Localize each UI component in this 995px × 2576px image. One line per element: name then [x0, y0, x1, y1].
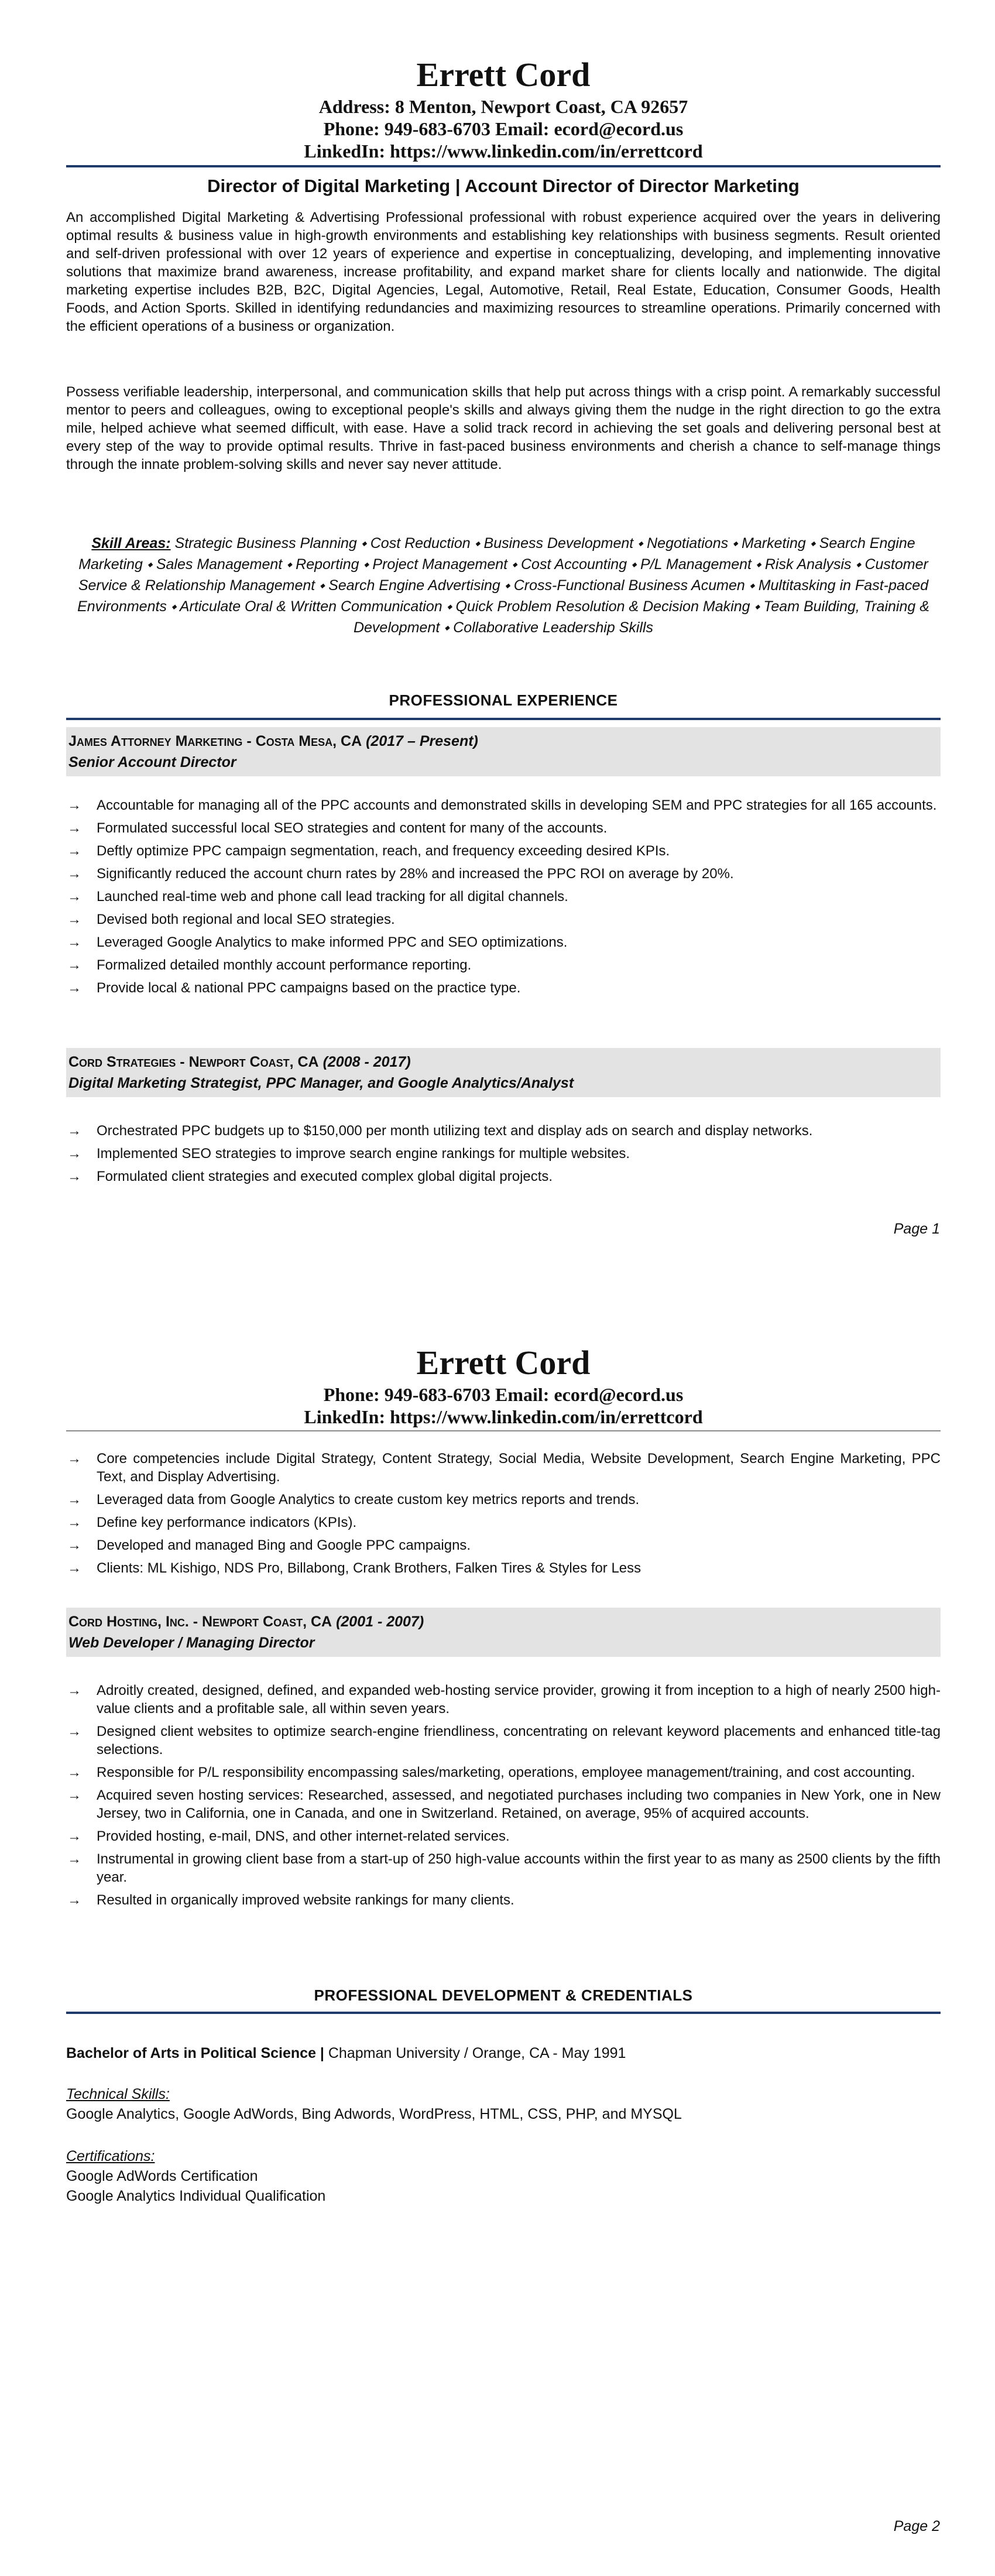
list-item: → Acquired seven hosting services: Researched, assessed, and negotiated purchases including two companies in New York, one in New Jersey, two in California, one in Canada, and one in Switzerland. Retained, on average, 95% of acquired accounts. — [67, 1787, 941, 1821]
job-company: Cord Strategies - Newport Coast, CA — [68, 1054, 319, 1070]
development-divider — [66, 2012, 941, 2014]
job3-bullets — [66, 1681, 941, 1914]
education-entry — [66, 2043, 941, 2063]
job-dates: (2008 - 2017) — [322, 1054, 411, 1070]
arrow-icon: → — [67, 1492, 81, 1508]
arrow-icon: → — [67, 866, 81, 882]
page-number: Page 1 — [893, 1221, 940, 1237]
arrow-icon: → — [67, 912, 81, 927]
list-item: → Deftly optimize PPC campaign segmentation, reach, and frequency exceeding desired KPIs. — [67, 843, 670, 859]
list-item: → Designed client websites to optimize search-engine friendliness, concentrating on relevant keyword placements and enhanced title-tag selections. — [67, 1724, 941, 1758]
list-item: → Instrumental in growing client base from a start-up of 250 high-value accounts within the first year to as many as 2500 clients by the fifth year. — [67, 1851, 941, 1885]
summary-paragraph-2: Possess verifiable leadership, interpersonal, and communication skills that help put across things with a crisp point. A remarkably successful mentor to peers and colleagues, owing to exceptional people's skills and always giving them the nudge in the right direction to go the extra mile, helped achieve what seemed difficult, with ease. Have a solid track record in achieving the set goals and delivering personal best at every step of the way to provide optimal results. Thrive in fast-paced business environments and cherish a chance to self-manage things through the innate problem-solving skills and never say never attitude. — [66, 384, 941, 472]
skill-areas-list: Strategic Business Planning ⬩ Cost Reduction ⬩ Business Development ⬩ Negotiations ⬩ Marketing ⬩ Search Engine Marketing ⬩ Sales Management ⬩ Reporting ⬩ Project Management ⬩ Cost Accounting ⬩ P/L Management ⬩ Risk Analysis ⬩ Customer Service & Relationship Management ⬩ Search Engine Advertising ⬩ Cross-Functional Business Acumen ⬩ Multitasking in Fast-paced Environments ⬩ Articulate Oral & Written Communication ⬩ Quick Problem Resolution & Decision Making ⬩ Team Building, Training & Development ⬩ Collaborative Leadership Skills — [77, 535, 929, 636]
list-item: → Provide local & national PPC campaigns based on the practice type. — [67, 980, 521, 996]
phone-email-line: Phone: 949-683-6703 Email: ecord@ecord.us — [323, 118, 684, 139]
job-dates: (2001 - 2007) — [336, 1614, 424, 1630]
arrow-icon: → — [67, 1169, 81, 1184]
list-item: → Core competencies include Digital Strategy, Content Strategy, Social Media, Website Development, Search Engine Marketing, PPC Text, and Display Advertising. — [67, 1451, 941, 1485]
list-item: → Leveraged data from Google Analytics to create custom key metrics reports and trends. — [67, 1492, 640, 1508]
address-line: Address: 8 Menton, Newport Coast, CA 92657 — [318, 96, 688, 117]
job-role: Senior Account Director — [68, 754, 236, 770]
job-header-cord-hosting — [66, 1608, 941, 1657]
arrow-icon: → — [67, 1828, 81, 1844]
list-item: → Formulated successful local SEO strategies and content for many of the accounts. — [67, 820, 608, 836]
list-item: → Responsible for P/L responsibility encompassing sales/marketing, operations, employee management/training, and cost accounting. — [67, 1765, 915, 1780]
arrow-icon: → — [67, 957, 81, 973]
candidate-name: Errett Cord — [416, 1344, 591, 1382]
job-dates: (2017 – Present) — [366, 733, 478, 749]
job-company: James Attorney Marketing - Costa Mesa, CA — [68, 733, 362, 749]
list-item: → Formalized detailed monthly account performance reporting. — [67, 957, 472, 973]
job1-bullets — [66, 796, 941, 1002]
candidate-name: Errett Cord — [416, 56, 591, 94]
list-item: → Leveraged Google Analytics to make informed PPC and SEO optimizations. — [67, 934, 568, 950]
list-item: → Launched real-time web and phone call lead tracking for all digital channels. — [67, 889, 568, 905]
certification-item: Google Analytics Individual Qualification — [66, 2188, 326, 2204]
list-item: → Provided hosting, e-mail, DNS, and other internet-related services. — [67, 1828, 510, 1844]
list-item: → Resulted in organically improved website rankings for many clients. — [67, 1892, 514, 1908]
technical-skills-label: Technical Skills: — [66, 2086, 170, 2102]
arrow-icon: → — [67, 934, 81, 950]
arrow-icon: → — [67, 1451, 81, 1467]
arrow-icon: → — [67, 1724, 81, 1739]
technical-skills-list: Google Analytics, Google AdWords, Bing Adwords, WordPress, HTML, CSS, PHP, and MYSQL — [66, 2106, 682, 2122]
arrow-icon: → — [67, 1787, 81, 1803]
job2-bullets — [66, 1122, 941, 1190]
job2-continued-bullets — [66, 1450, 941, 1582]
degree-school: Chapman University / Orange, CA - May 1991 — [324, 2045, 626, 2061]
arrow-icon: → — [67, 889, 81, 905]
phone-email-line: Phone: 949-683-6703 Email: ecord@ecord.us — [323, 1384, 684, 1405]
header-divider — [66, 165, 941, 167]
arrow-icon: → — [67, 797, 81, 813]
arrow-icon: → — [67, 1892, 81, 1908]
list-item: → Significantly reduced the account churn rates by 28% and increased the PPC ROI on average by 20%. — [67, 866, 734, 882]
job-header-james-attorney — [66, 727, 941, 776]
arrow-icon: → — [67, 980, 81, 996]
page-number: Page 2 — [893, 2518, 940, 2534]
job-role: Digital Marketing Strategist, PPC Manager, and Google Analytics/Analyst — [68, 1075, 574, 1091]
experience-divider — [66, 718, 941, 720]
arrow-icon: → — [67, 1123, 81, 1139]
arrow-icon: → — [67, 820, 81, 836]
certifications-label: Certifications: — [66, 2148, 155, 2164]
certification-item: Google AdWords Certification — [66, 2168, 258, 2184]
arrow-icon: → — [67, 843, 81, 859]
arrow-icon: → — [67, 1851, 81, 1867]
section-title-experience: PROFESSIONAL EXPERIENCE — [389, 691, 618, 709]
skill-areas — [66, 533, 941, 638]
skill-areas-label: Skill Areas: — [91, 535, 171, 551]
arrow-icon: → — [67, 1765, 81, 1780]
list-item: → Devised both regional and local SEO strategies. — [67, 912, 395, 927]
linkedin-line: LinkedIn: https://www.linkedin.com/in/errettcord — [304, 1406, 703, 1427]
list-item: → Developed and managed Bing and Google PPC campaigns. — [67, 1537, 471, 1553]
technical-skills-block — [66, 2084, 941, 2124]
list-item: → Adroitly created, designed, defined, and expanded web-hosting service provider, growing it from inception to a high of nearly 2500 high-value clients and a profitable sale, all within seven years. — [67, 1683, 941, 1717]
arrow-icon: → — [67, 1683, 81, 1698]
summary-paragraph-1: An accomplished Digital Marketing & Advertising Professional professional with robust experience acquired over the years in delivering optimal results & business value in high-growth environments and establishing key relationships with business segments. Result oriented and self-driven professional with over 12 years of experience and expertise in conceptualizing, developing, and implementing innovative solutions that maximize brand awareness, increase profitability, and expand market share for clients locally and nationwide. The digital marketing expertise includes B2B, B2C, Digital Agencies, Legal, Automotive, Retail, Real Estate, Education, Consumer Goods, Health Foods, and Action Sports. Skilled in identifying redundancies and maximizing resources to streamline operations. Primarily concerned with the efficient operations of a business or organization. — [66, 210, 941, 334]
arrow-icon: → — [67, 1537, 81, 1553]
arrow-icon: → — [67, 1515, 81, 1530]
linkedin-line: LinkedIn: https://www.linkedin.com/in/errettcord — [304, 141, 703, 162]
list-item: → Orchestrated PPC budgets up to $150,000 per month utilizing text and display ads on search and display networks. — [67, 1123, 813, 1139]
list-item: → Implemented SEO strategies to improve search engine rankings for multiple websites. — [67, 1146, 630, 1162]
resume-page-2 — [0, 1288, 995, 2576]
header-divider — [66, 1430, 941, 1431]
list-item: → Clients: ML Kishigo, NDS Pro, Billabong, Crank Brothers, Falken Tires & Styles for Less — [67, 1560, 641, 1576]
list-item: → Formulated client strategies and executed complex global digital projects. — [67, 1169, 553, 1184]
job-header-cord-strategies — [66, 1048, 941, 1097]
professional-headline: Director of Digital Marketing | Account Director of Director Marketing — [207, 176, 800, 196]
section-title-development: PROFESSIONAL DEVELOPMENT & CREDENTIALS — [314, 1986, 693, 2004]
certifications-block — [66, 2146, 941, 2206]
job-company: Cord Hosting, Inc. - Newport Coast, CA — [68, 1614, 332, 1630]
degree-title: Bachelor of Arts in Political Science | — [66, 2045, 324, 2061]
list-item: → Accountable for managing all of the PPC accounts and demonstrated skills in developing SEM and PPC strategies for all 165 accounts. — [67, 797, 937, 813]
job-role: Web Developer / Managing Director — [68, 1635, 315, 1651]
arrow-icon: → — [67, 1146, 81, 1162]
arrow-icon: → — [67, 1560, 81, 1576]
list-item: → Define key performance indicators (KPIs). — [67, 1515, 357, 1530]
